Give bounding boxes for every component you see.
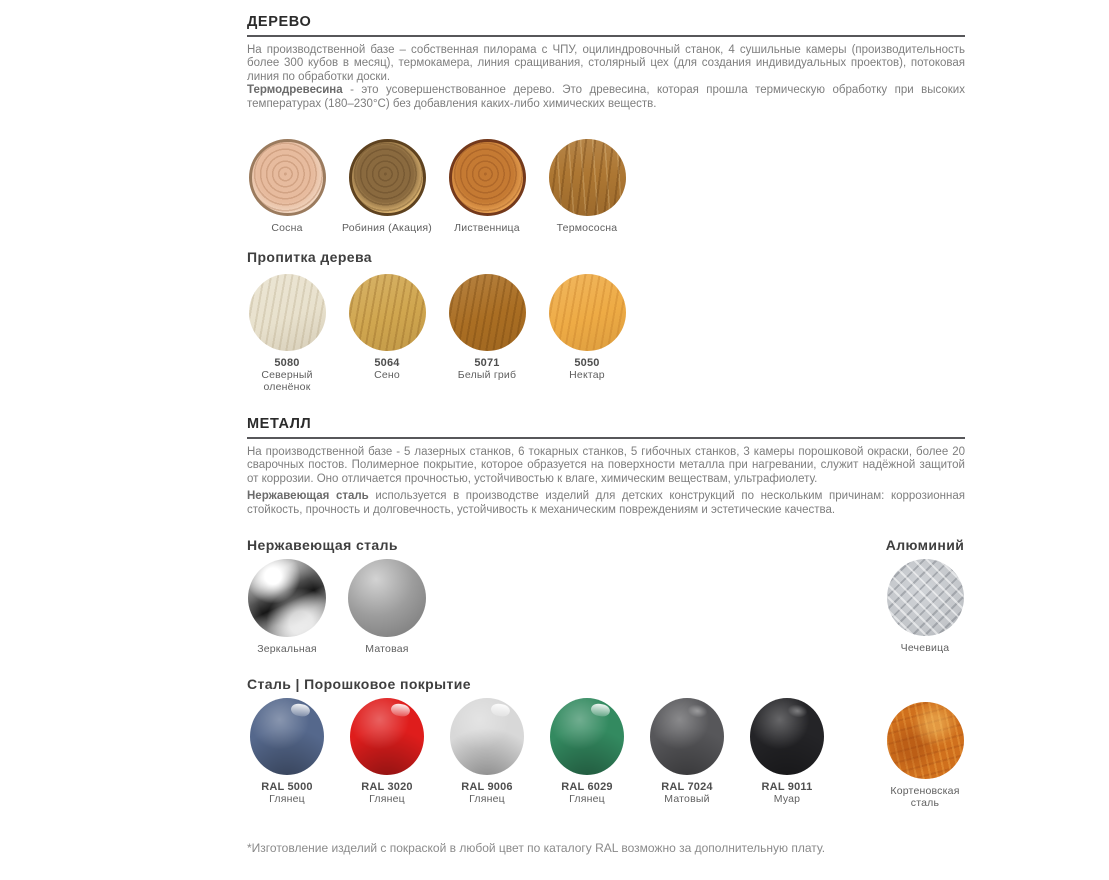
matte-steel-sphere-image bbox=[348, 559, 426, 637]
powder-title: Сталь | Порошковое покрытие bbox=[247, 676, 471, 693]
thermowood-text: - это усовершенствованное дерево. Это древесина, которая прошла термическую обработку при высоких температурах (180–230°C) без добавления каких-либо химических веществ. bbox=[247, 84, 965, 110]
powder-swatch-ral5000 bbox=[237, 698, 337, 805]
larch-label: Лиственница bbox=[454, 222, 520, 235]
wood-section-divider bbox=[247, 35, 965, 37]
thermowood-paragraph bbox=[247, 84, 965, 111]
impregnation-swatch-5071 bbox=[437, 274, 537, 393]
mirror-label: Зеркальная bbox=[257, 643, 317, 656]
aluminum-label: Чечевица bbox=[900, 642, 950, 655]
stainless-aluminum-block bbox=[247, 537, 965, 655]
aluminum-group bbox=[869, 537, 981, 655]
aluminum-lentil-plate-image bbox=[887, 559, 964, 636]
stainless-lead: Нержавеющая сталь bbox=[247, 490, 369, 503]
impregnation-row bbox=[237, 274, 965, 393]
stain-5071-image bbox=[449, 274, 526, 351]
aluminum-title: Алюминий bbox=[885, 537, 965, 554]
metal-section-divider bbox=[247, 437, 965, 439]
stainless-group bbox=[247, 537, 437, 655]
mirror-steel-sphere-image bbox=[248, 559, 326, 637]
stain-5080-image bbox=[249, 274, 326, 351]
wood-swatch-pine bbox=[237, 139, 337, 234]
stain-5050-label: 5050 Нектар bbox=[569, 357, 605, 382]
ral-3020-ball-image bbox=[350, 698, 424, 775]
ral-6029-label: RAL 6029 Глянец bbox=[561, 781, 613, 806]
powder-group bbox=[247, 676, 837, 809]
robinia-slice-image bbox=[349, 139, 426, 216]
ral-9006-ball-image bbox=[450, 698, 524, 775]
ral-7024-ball-image bbox=[650, 698, 724, 775]
pine-slice-image bbox=[249, 139, 326, 216]
stainless-text: используется в производстве изделий для детских конструкций по нескольким причинам: коррозионная стойкость, прочность и долговечность, устойчивость к механическим повреждениям и эстетические качества. bbox=[247, 490, 965, 516]
wood-section-title: ДЕРЕВО bbox=[247, 14, 312, 30]
robinia-label: Робиния (Акация) bbox=[342, 222, 432, 235]
stainless-paragraph bbox=[247, 490, 965, 517]
powder-swatch-ral7024 bbox=[637, 698, 737, 805]
thermopine-grain-image bbox=[549, 139, 626, 216]
catalog-page bbox=[247, 0, 965, 855]
wood-swatch-robinia bbox=[337, 139, 437, 234]
impregnation-swatch-5050 bbox=[537, 274, 637, 393]
ral-footnote: *Изготовление изделий с покраской в любой цвет по каталогу RAL возможно за дополнительную плату. bbox=[247, 841, 826, 856]
stainless-swatch-matte bbox=[337, 559, 437, 655]
wood-intro-paragraph bbox=[247, 44, 965, 84]
larch-slice-image bbox=[449, 139, 526, 216]
thermowood-lead: Термодревесина bbox=[247, 84, 343, 97]
metal-intro-paragraph bbox=[247, 446, 965, 486]
stain-5071-label: 5071 Белый гриб bbox=[457, 357, 517, 382]
wood-swatch-thermopine bbox=[537, 139, 637, 234]
corten-spacer bbox=[869, 676, 981, 696]
ral-5000-label: RAL 5000 Глянец bbox=[261, 781, 313, 806]
thermopine-label: Термососна bbox=[556, 222, 618, 235]
powder-corten-block bbox=[247, 676, 965, 809]
ral-3020-label: RAL 3020 Глянец bbox=[361, 781, 413, 806]
stainless-swatch-mirror bbox=[237, 559, 337, 655]
ral-9011-ball-image bbox=[750, 698, 824, 775]
corten-label: Кортеновская сталь bbox=[890, 785, 960, 810]
stainless-row bbox=[237, 559, 437, 655]
impregnation-title: Пропитка дерева bbox=[247, 249, 372, 266]
stain-5050-image bbox=[549, 274, 626, 351]
stain-5064-label: 5064 Сено bbox=[374, 357, 400, 382]
matte-label: Матовая bbox=[365, 643, 409, 656]
wood-intro-text: На производственной базе – собственная пилорама с ЧПУ, оцилиндровочный станок, 4 сушильные камеры (производительность более 300 кубов в месяц), термокамера, линия сращивания, столярный цех (для создания индивидуальных проектов), потоковая линия по обработки доски. bbox=[247, 44, 965, 83]
ral-9006-label: RAL 9006 Глянец bbox=[461, 781, 513, 806]
wood-species-row bbox=[237, 139, 965, 234]
wood-swatch-larch bbox=[437, 139, 537, 234]
ral-7024-label: RAL 7024 Матовый bbox=[661, 781, 713, 806]
corten-steel-image bbox=[887, 702, 964, 779]
powder-swatch-ral6029 bbox=[537, 698, 637, 805]
ral-6029-ball-image bbox=[550, 698, 624, 775]
powder-swatch-ral9011 bbox=[737, 698, 837, 805]
ral-5000-ball-image bbox=[250, 698, 324, 775]
stainless-title: Нержавеющая сталь bbox=[247, 537, 398, 554]
stain-5080-label: 5080 Северный оленёнок bbox=[261, 357, 313, 394]
stain-5064-image bbox=[349, 274, 426, 351]
powder-swatch-ral9006 bbox=[437, 698, 537, 805]
metal-intro-text: На производственной базе - 5 лазерных станков, 6 токарных станков, 5 гибочных станков, 3 камеры порошковой окраски, более 20 сварочных постов. Полимерное покрытие, которое образуется на поверхности металла при нагревании, служит надёжной защитой от коррозии. Оно отличается прочностью, устойчивостью к влаге, химическим веществам, ультрафиолету. bbox=[247, 446, 965, 485]
impregnation-swatch-5064 bbox=[337, 274, 437, 393]
metal-section-title: МЕТАЛЛ bbox=[247, 416, 312, 433]
corten-group bbox=[869, 676, 981, 809]
ral-9011-label: RAL 9011 Муар bbox=[761, 781, 813, 806]
powder-swatch-ral3020 bbox=[337, 698, 437, 805]
pine-label: Сосна bbox=[271, 222, 303, 235]
impregnation-swatch-5080 bbox=[237, 274, 337, 393]
powder-row bbox=[237, 698, 837, 805]
